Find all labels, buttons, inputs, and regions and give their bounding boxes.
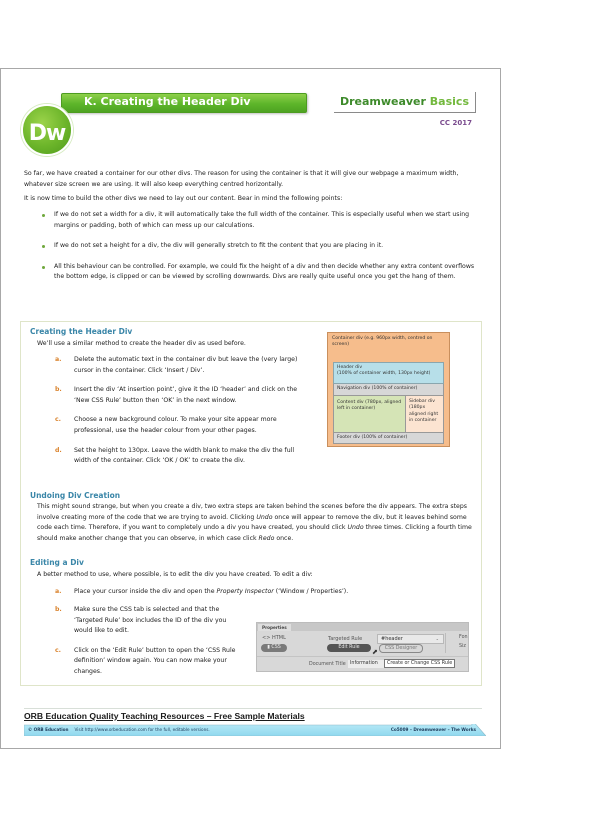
creating-steps xyxy=(55,355,305,476)
footer-rule xyxy=(24,708,482,709)
editing-heading: Editing a Div xyxy=(30,558,84,567)
document-title-value: Information xyxy=(348,660,420,668)
css-designer-button: CSS Designer xyxy=(379,644,423,653)
step-item xyxy=(55,355,305,376)
step-item xyxy=(55,415,305,436)
html-button xyxy=(262,635,286,641)
undo-term: Undo xyxy=(256,513,273,521)
diagram-navigation-div: Navigation div (100% of container) xyxy=(333,384,444,396)
editing-steps xyxy=(55,605,245,687)
targeted-rule-label: Targeted Rule xyxy=(328,636,363,642)
undoing-text: once will appear to remove the div, but it leaves behind some code each time. Therefore, if you want to completely undo a div you have created, you should click xyxy=(37,513,467,532)
step-letter: d. xyxy=(55,446,62,454)
step-item xyxy=(55,646,245,678)
step-letter: b. xyxy=(55,386,62,394)
undo-term: Undo xyxy=(347,524,364,532)
divider xyxy=(445,633,446,653)
section-title: K. Creating the Header Div xyxy=(84,95,251,108)
targeted-rule-select xyxy=(377,634,444,644)
brand-accent: Basics xyxy=(429,95,469,108)
div-layout-diagram xyxy=(327,332,450,447)
editing-step-a xyxy=(55,587,475,598)
properties-panel-screenshot xyxy=(256,622,469,672)
font-label: Fon xyxy=(459,635,468,640)
dreamweaver-logo xyxy=(21,104,73,156)
diagram-header-detail: (100% of container width, 130px height) xyxy=(337,371,431,377)
size-label: Siz xyxy=(459,644,466,649)
undoing-paragraph xyxy=(37,502,477,544)
visit-text: Visit http://www.orbeducation.com for the full, editable versions. xyxy=(74,727,210,732)
undoing-text: once. xyxy=(274,534,294,542)
step-text: Delete the automatic text in the container div but leave the (very large) cursor in the container. Click ‘Insert / Div’. xyxy=(74,356,298,374)
step-item xyxy=(55,385,305,406)
bullet-item: If we do not set a height for a div, the div will generally stretch to fit the content that you are placing in it. xyxy=(42,241,482,252)
footer-banner xyxy=(24,724,486,736)
step-item xyxy=(55,446,305,467)
intro-paragraph-1: So far, we have created a container for our other divs. The reason for using the container is that it will give our webpage a maximum width, whatever size screen we are using. It will also keep everything centred horizontally. xyxy=(24,170,459,188)
property-inspector-term: Property Inspector xyxy=(216,588,274,595)
footer-title: ORB Education Quality Teaching Resources – Free Sample Materials xyxy=(24,711,305,721)
tooltip: Create or Change CSS Rule xyxy=(384,659,455,668)
diagram-container-label: Container div (e.g. 960px width, centred on screen) xyxy=(332,336,433,348)
intro-bullet-list xyxy=(42,210,482,293)
editing-lead: A better method to use, where possible, is to edit the div you have created. To edit a div: xyxy=(37,571,313,578)
step-letter: a. xyxy=(55,356,62,363)
diagram-header-label: Header div xyxy=(337,365,363,370)
chevron-down-icon: ⌄ xyxy=(435,636,439,641)
diagram-footer-div: Footer div (100% of container) xyxy=(333,433,444,444)
brand-main: Dreamweaver xyxy=(339,95,426,108)
footer-left xyxy=(28,727,210,732)
code-brackets-icon: <> xyxy=(262,635,271,641)
creating-lead: We’ll use a similar method to create the header div as used before. xyxy=(37,340,246,347)
targeted-rule-value: #header xyxy=(381,636,403,642)
css-button xyxy=(261,644,287,652)
mouse-pointer-icon: ⬈ xyxy=(372,648,378,656)
step-letter: a. xyxy=(55,588,62,595)
product-code: Co5009 – Dreamweaver – The Works xyxy=(390,727,476,732)
creating-heading: Creating the Header Div xyxy=(30,327,133,336)
diagram-sidebar-div: Sidebar div (180px aligned right in container xyxy=(405,396,444,433)
step-letter: c. xyxy=(55,416,62,424)
step-text: Place your cursor inside the div and open the xyxy=(74,588,217,595)
section-title-bar xyxy=(61,93,307,113)
step-item xyxy=(55,605,245,637)
divider xyxy=(257,656,468,657)
step-text: Click on the ‘Edit Rule’ button to open the ‘CSS Rule definition’ window again. You can now make your changes. xyxy=(74,646,236,675)
html-label: HTML xyxy=(271,635,286,641)
intro-paragraph-2: It is now time to build the other divs we need to lay out our content. Bear in mind the following points: xyxy=(24,195,343,202)
bullet-item: All this behaviour can be controlled. For example, we could fix the height of a div and then decide whether any extra content overflows the bottom edge, is clipped or can be viewed by scrolling downwards. Divs are really quite useful once you get the hang of them. xyxy=(42,262,482,283)
step-text: Set the height to 130px. Leave the width blank to make the div the full width of the container. Click ‘OK / OK’ to create the div. xyxy=(74,446,295,465)
step-letter: b. xyxy=(55,606,62,613)
copyright: © ORB Education xyxy=(28,727,69,732)
step-text: Choose a new background colour. To make your site appear more professional, use the header colour from your other pages. xyxy=(74,416,277,434)
undoing-heading: Undoing Div Creation xyxy=(30,491,121,500)
version-label: CC 2017 xyxy=(439,119,472,127)
bullet-item: If we do not set a width for a div, it will automatically take the full width of the container. This is especially useful when we start using margins or padding, both of which can mess up our calculations. xyxy=(42,210,482,231)
properties-tab: Properties xyxy=(258,624,291,631)
step-text: Make sure the CSS tab is selected and that the ‘Targeted Rule’ box includes the ID of the div you would like to edit. xyxy=(74,606,227,635)
undoing-text: three times. Clicking a fourth time should make another change that you can observe, in which case click xyxy=(37,524,472,542)
undoing-text: This might sound strange, but when you create a div, two extra steps are taken behind the scenes before the div appears. The extra steps involve creating more of the code that we are trying to avoid. Clicking xyxy=(37,503,467,521)
diagram-content-div: Content div (780px, aligned left in container) xyxy=(333,396,405,433)
document-title-label: Document Title xyxy=(309,662,346,667)
step-text: (‘Window / Properties’). xyxy=(273,588,349,595)
diagram-header-div xyxy=(333,362,444,384)
step-text: Insert the div ‘At insertion point’, give it the ID ‘header’ and click on the ‘New CSS Rule’ button then ‘OK’ in the next window. xyxy=(74,386,298,404)
redo-term: Redo xyxy=(258,534,275,542)
brand-title xyxy=(334,92,476,113)
css-icon: ▮ xyxy=(267,645,270,650)
css-label: CSS xyxy=(271,645,281,650)
step-letter: c. xyxy=(55,646,62,654)
logo-text: Dw xyxy=(28,120,66,146)
edit-rule-button: Edit Rule xyxy=(327,644,371,652)
